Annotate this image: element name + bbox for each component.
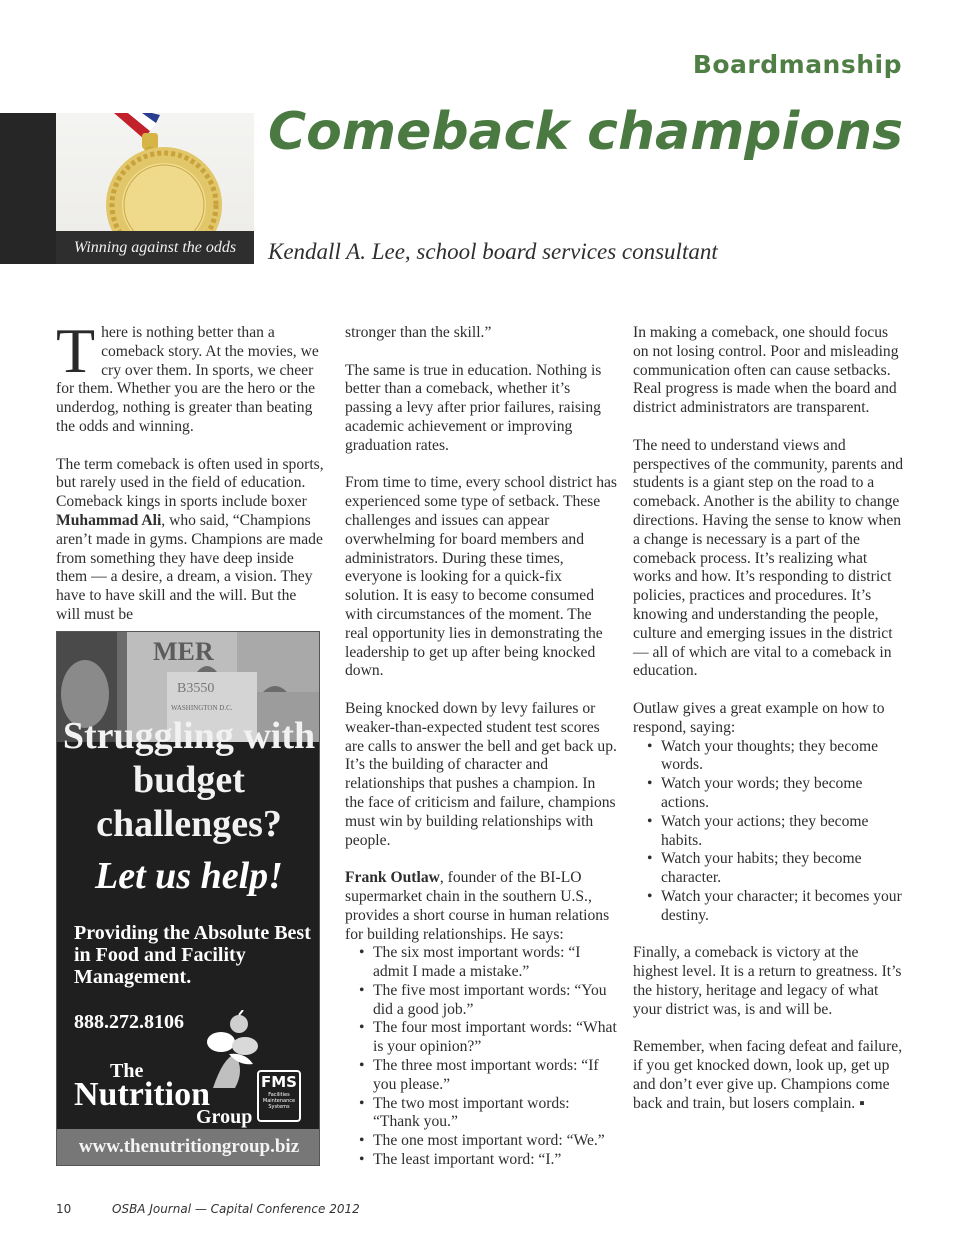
ad-cta[interactable]: Let us help! <box>95 855 283 897</box>
list-item: • The one most important word: “We.” <box>345 1132 617 1151</box>
ad-phone[interactable]: 888.272.8106 <box>74 1011 184 1033</box>
paragraph: stronger than the skill.” <box>345 324 492 341</box>
end-mark-icon: ▪ <box>859 1094 865 1112</box>
list-item: • The four most important words: “What is your opinion?” <box>345 1019 617 1057</box>
article-column-1 <box>56 315 324 644</box>
paragraph: The same is true in education. Nothing is better than a comeback, whether it’s passing a levy after prior failures, raising academic achievement or improving graduation rates. <box>345 361 602 454</box>
list-item: • The six most important words: “I admit I made a mistake.” <box>345 944 617 982</box>
watch-list <box>633 738 905 926</box>
publication-title: OSBA Journal — Capital Conference 2012 <box>112 1202 360 1216</box>
drop-cap: T <box>56 315 96 386</box>
name-frank-outlaw: Frank Outlaw <box>345 869 440 887</box>
bill-text: MER <box>153 637 214 666</box>
list-item: • The three most important words: “If you please.” <box>345 1057 617 1095</box>
paragraph: The term comeback is often used in sports, but rarely used in the field of education. Comeback kings in sports include boxer Muhammad Ali, who said, “Champions aren’t made in gyms. Champions are made from something they have deep inside them — a desire, a dream, a vision. They have to have skill and the will. But the will must be <box>56 455 324 623</box>
medal-photo <box>56 113 254 264</box>
bill-city: WASHINGTON D.C. <box>171 704 233 712</box>
list-item: • Watch your character; it becomes your destiny. <box>633 888 905 926</box>
paragraph: Being knocked down by levy failures or weaker-than-expected student test scores are calls to answer the bell and get back up. It’s the building of character and relationships that pushes a champion. In the face of criticism and failure, champions must win by building relationships with people. <box>345 699 617 849</box>
medal-icon <box>56 113 254 231</box>
fruit-logo-icon <box>205 1010 261 1090</box>
list-item: • Watch your words; they become actions. <box>633 775 905 813</box>
fms-logo: FMS Facilities Maintenance Systems <box>257 1070 301 1122</box>
paragraph: Outlaw gives a great example on how to respond, saying: <box>633 699 885 736</box>
paragraph: There is nothing better than a comeback story. At the movies, we cry over them. In sports, we cheer for them. Whether you are the hero or the underdog, nothing is greater than beating the odds and winning. <box>56 315 319 435</box>
paragraph: In making a comeback, one should focus on not losing control. Poor and misleading communication often can cause setbacks. Real progress is made when the board and district administrators are transparent. <box>633 324 899 417</box>
article-byline: Kendall A. Lee, school board services consultant <box>268 239 718 264</box>
ad-body-text: Providing the Absolute Best in Food and Facility Management. <box>74 922 311 988</box>
list-item: • Watch your actions; they become habits. <box>633 813 905 851</box>
nutrition-group-ad[interactable]: MER B3550 WASHINGTON D.C. Struggling with budget challenges? Let us help! Providing the Absolute Best in Food and Facility Management. 888.272.8106 The Nutrition Group FMS Facilities Maintenance Systems www.thenutritiongroup.biz <box>56 631 320 1166</box>
list-item: • Watch your habits; they become character. <box>633 850 905 888</box>
article-column-3 <box>633 324 905 1132</box>
list-item: • The least important word: “I.” <box>345 1151 617 1170</box>
ad-headline: Struggling with budget challenges? <box>62 715 316 845</box>
photo-caption: Winning against the odds <box>56 231 254 264</box>
header-side-bar <box>0 113 56 264</box>
paragraph: Remember, when facing defeat and failure, if you get knocked down, look up, get up and don’t ever give up. Champions come back and train, but losers complain. ▪ <box>633 1038 903 1112</box>
paragraph: The need to understand views and perspectives of the community, parents and students is a giant step on the road to a comeback. Another is the ability to change directions. Having the sense to know when a change is necessary is a part of the comeback process. It’s realizing what works and how. It’s responding to district policies, practices and procedures. It’s knowing and understanding the people, culture and emerging issues in the district — all of which are vital to a comeback in education. <box>633 436 904 680</box>
article-column-2 <box>345 324 617 1189</box>
outlaw-words-list <box>345 944 617 1170</box>
section-label: Boardmanship <box>692 50 902 79</box>
name-muhammad-ali: Muhammad Ali <box>56 511 162 529</box>
list-item: • Watch your thoughts; they become words. <box>633 738 905 776</box>
paragraph: Frank Outlaw, founder of the BI-LO supermarket chain in the southern U.S., provides a short course in human relations for building relationships. He says: <box>345 869 610 943</box>
bill-serial: B3550 <box>177 681 215 696</box>
list-item: • The five most important words: “You did a good job.” <box>345 982 617 1020</box>
ad-url-link[interactable]: www.thenutritiongroup.biz <box>57 1129 320 1165</box>
page-number: 10 <box>56 1202 72 1216</box>
list-item: • The two most important words: “Thank you.” <box>345 1095 617 1133</box>
article-title: Comeback champions <box>268 102 904 162</box>
paragraph: Finally, a comeback is victory at the highest level. It is a return to greatness. It’s the history, heritage and legacy of what your district was, is and will be. <box>633 944 902 1018</box>
paragraph: From time to time, every school district has experienced some type of setback. These challenges and issues can appear overwhelming for board members and administrators. During these times, everyone is looking for a quick-fix solution. It is easy to become consumed with circumstances of the moment. The real opportunity lies in demonstrating the leadership to get up after being knocked down. <box>345 474 617 680</box>
